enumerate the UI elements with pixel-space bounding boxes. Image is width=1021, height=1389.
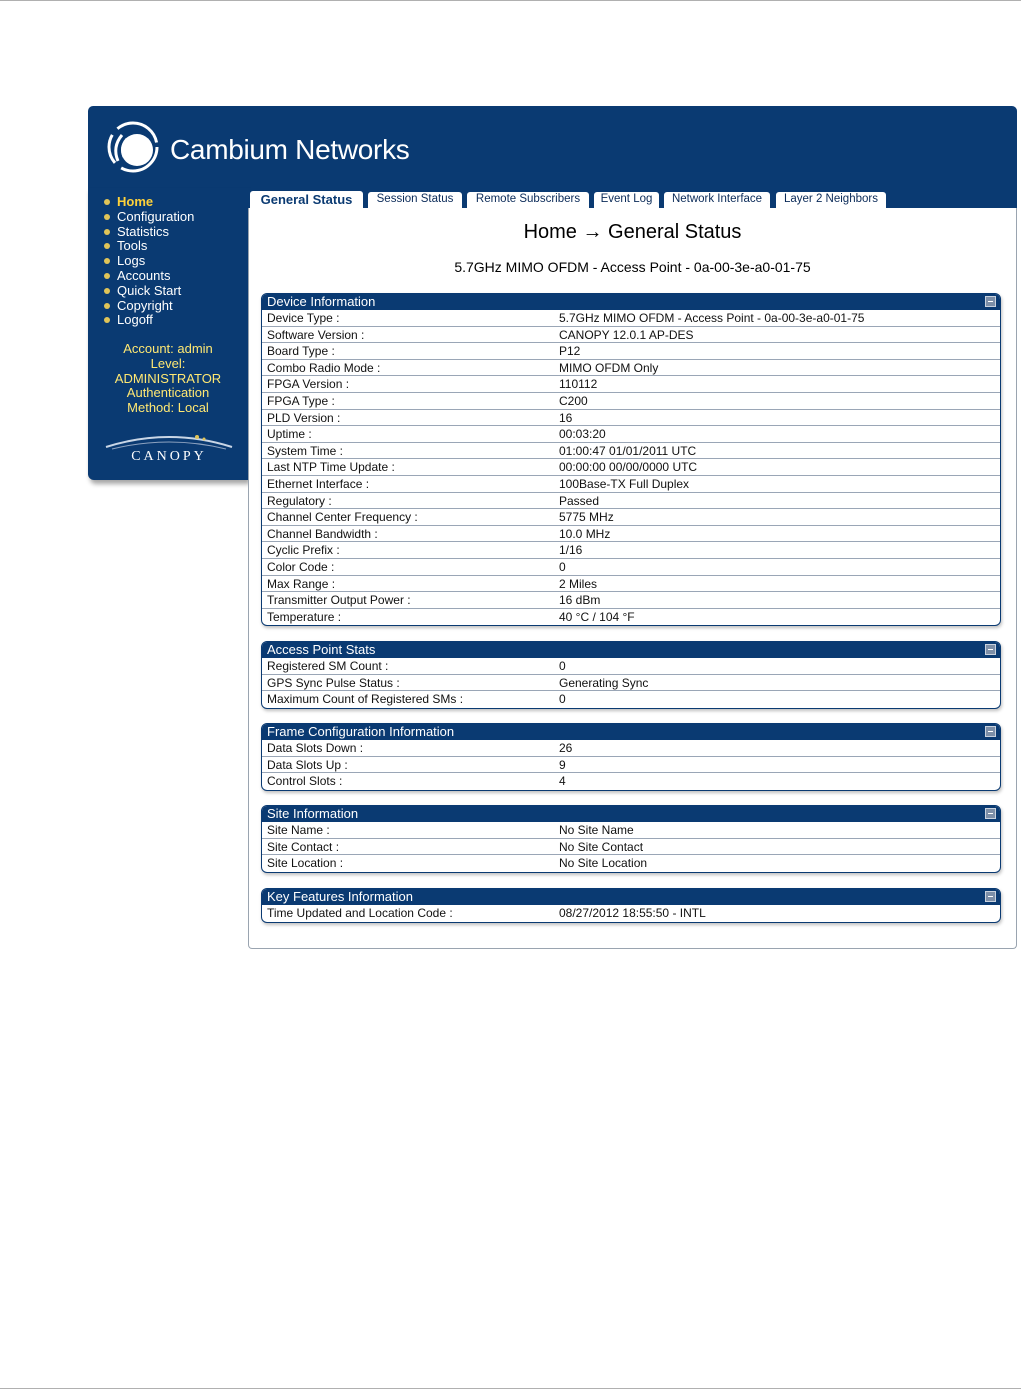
- table-row: [262, 360, 1000, 377]
- section-header: [262, 724, 1000, 740]
- row-label: Site Location :: [267, 856, 344, 871]
- collapse-icon[interactable]: [985, 644, 996, 655]
- table-row: [262, 559, 1000, 576]
- table-row: [262, 757, 1000, 774]
- account-name: Account: admin: [123, 341, 213, 356]
- row-value: 0: [559, 659, 566, 673]
- brand-name: Cambium Networks: [170, 134, 410, 165]
- table-row: [262, 822, 1000, 839]
- collapse-icon[interactable]: [985, 808, 996, 819]
- bullet-icon: [104, 288, 110, 294]
- sidebar-item-quick-start[interactable]: [102, 284, 194, 299]
- row-value: 5775 MHz: [559, 510, 614, 525]
- table-row: [262, 476, 1000, 493]
- sidebar-item-accounts[interactable]: [102, 269, 194, 284]
- row-value: 00:03:20: [559, 427, 606, 442]
- bullet-icon: [104, 258, 110, 264]
- sidebar-item-logoff[interactable]: [102, 313, 194, 328]
- page-subtitle: 5.7GHz MIMO OFDM - Access Point - 0a-00-3e-a0-01-75: [454, 259, 811, 275]
- row-label: Combo Radio Mode :: [267, 360, 381, 375]
- ap-rows: [262, 658, 1000, 708]
- top-rule: [0, 0, 1021, 1]
- access-point-stats-section: [261, 641, 1001, 709]
- section-header: [262, 806, 1000, 822]
- site-information-section: [261, 805, 1001, 873]
- row-value: 2 Miles: [559, 576, 598, 591]
- table-row: [262, 839, 1000, 856]
- row-label: FPGA Version :: [267, 377, 350, 392]
- sidebar-item-copyright[interactable]: [102, 299, 194, 314]
- table-row: [262, 576, 1000, 593]
- tab-general-status[interactable]: General Status: [250, 191, 363, 209]
- collapse-icon[interactable]: [985, 296, 996, 307]
- sidebar-item-tools[interactable]: [102, 239, 194, 254]
- table-row: [262, 343, 1000, 360]
- sidebar-item-label: Tools: [117, 238, 148, 254]
- table-row: [262, 393, 1000, 410]
- bullet-icon: [104, 199, 110, 205]
- row-value: 0: [559, 559, 566, 574]
- app-header: [88, 106, 1017, 188]
- sidebar-item-label: Logs: [117, 253, 146, 269]
- sidebar-item-label: Home: [117, 194, 154, 209]
- table-row: [262, 609, 1000, 626]
- row-value: 1/16: [559, 543, 583, 558]
- row-value: 40 °C / 104 °F: [559, 609, 635, 624]
- table-row: [262, 376, 1000, 393]
- row-label: Time Updated and Location Code :: [267, 906, 453, 920]
- table-row: [262, 542, 1000, 559]
- section-header: [262, 889, 1000, 905]
- table-row: [262, 327, 1000, 344]
- bullet-icon: [104, 229, 110, 235]
- row-value: 16: [559, 410, 573, 425]
- row-value: CANOPY 12.0.1 AP-DES: [559, 327, 694, 342]
- row-label: Data Slots Down :: [267, 741, 364, 755]
- bullet-icon: [104, 214, 110, 220]
- account-level: ADMINISTRATOR: [114, 370, 222, 386]
- sidebar-item-label: Copyright: [117, 297, 173, 313]
- section-title: Site Information: [267, 806, 359, 821]
- table-row: [262, 675, 1000, 692]
- row-label: Site Contact :: [267, 839, 340, 854]
- row-value: 26: [559, 741, 573, 755]
- row-value: 4: [559, 774, 566, 789]
- table-row: [262, 493, 1000, 510]
- tab-session-status[interactable]: Session Status: [368, 192, 462, 208]
- row-label: GPS Sync Pulse Status :: [267, 675, 400, 690]
- row-label: Maximum Count of Registered SMs :: [267, 692, 464, 707]
- sidebar: [88, 188, 248, 480]
- row-value: 01:00:47 01/01/2011 UTC: [559, 443, 697, 458]
- table-row: [262, 855, 1000, 872]
- row-value: No Site Contact: [559, 839, 644, 854]
- section-title: Key Features Information: [267, 889, 413, 904]
- row-label: Regulatory :: [267, 493, 332, 508]
- row-label: Cyclic Prefix :: [267, 543, 340, 558]
- row-label: Max Range :: [267, 576, 336, 591]
- row-label: Device Type :: [267, 311, 340, 325]
- row-label: Uptime :: [267, 427, 312, 442]
- row-value: 100Base-TX Full Duplex: [559, 476, 690, 491]
- section-title: Device Information: [267, 294, 376, 309]
- frame-rows: [262, 740, 1000, 790]
- row-label: Site Name :: [267, 823, 330, 837]
- section-header: [262, 294, 1000, 310]
- cambium-logo-icon: [106, 121, 160, 173]
- sidebar-item-home[interactable]: [102, 195, 194, 210]
- sidebar-nav: [102, 195, 194, 328]
- sidebar-item-label: Accounts: [117, 267, 171, 283]
- row-label: Last NTP Time Update :: [267, 460, 395, 475]
- key-features-section: [261, 888, 1001, 923]
- table-row: [262, 592, 1000, 609]
- section-title: Access Point Stats: [267, 642, 376, 657]
- sidebar-item-label: Quick Start: [117, 282, 182, 298]
- sidebar-item-label: Logoff: [117, 312, 153, 328]
- tab-bar: [248, 188, 1017, 208]
- sidebar-item-logs[interactable]: [102, 254, 194, 269]
- row-value: 0: [559, 692, 566, 707]
- collapse-icon[interactable]: [985, 726, 996, 737]
- device-information-section: [261, 293, 1001, 626]
- row-value: C200: [559, 393, 588, 408]
- sidebar-item-label: Configuration: [117, 208, 195, 224]
- row-label: Data Slots Up :: [267, 757, 348, 772]
- bullet-icon: [104, 303, 110, 309]
- row-label: Channel Bandwidth :: [267, 526, 378, 541]
- table-row: [262, 310, 1000, 327]
- row-label: PLD Version :: [267, 410, 341, 425]
- sidebar-item-configuration[interactable]: [102, 210, 194, 225]
- row-value: 110112: [559, 377, 598, 392]
- tab-event-log[interactable]: Event Log: [594, 192, 659, 208]
- sidebar-item-label: Statistics: [117, 223, 170, 239]
- row-value: 16 dBm: [559, 593, 601, 608]
- bullet-icon: [104, 243, 110, 249]
- table-row: [262, 658, 1000, 675]
- auth-label: Authentication: [126, 385, 210, 401]
- table-row: [262, 410, 1000, 427]
- row-label: Control Slots :: [267, 774, 343, 789]
- tab-layer2-neighbors[interactable]: Layer 2 Neighbors: [776, 192, 886, 208]
- row-value: MIMO OFDM Only: [559, 360, 659, 375]
- canopy-wordmark: CANOPY: [131, 449, 207, 464]
- row-value: 00:00:00 00/00/0000 UTC: [559, 460, 698, 475]
- table-row: [262, 443, 1000, 460]
- row-label: Board Type :: [267, 344, 335, 359]
- row-label: Ethernet Interface :: [267, 476, 370, 491]
- table-row: [262, 459, 1000, 476]
- sidebar-item-statistics[interactable]: [102, 225, 194, 240]
- row-label: System Time :: [267, 443, 344, 458]
- row-label: Temperature :: [267, 609, 342, 624]
- frame-configuration-section: [261, 723, 1001, 791]
- collapse-icon[interactable]: [985, 891, 996, 902]
- table-row: [262, 691, 1000, 708]
- auth-method: Method: Local: [127, 400, 209, 416]
- row-value: No Site Location: [559, 856, 648, 871]
- row-label: Software Version :: [267, 327, 365, 342]
- row-value: 9: [559, 757, 566, 772]
- row-value: 5.7GHz MIMO OFDM - Access Point - 0a-00-3e-a0-01-75: [559, 311, 865, 325]
- tab-remote-subscribers[interactable]: Remote Subscribers: [467, 192, 589, 208]
- bullet-icon: [104, 317, 110, 323]
- tab-network-interface[interactable]: Network Interface: [664, 192, 770, 208]
- table-row: [262, 773, 1000, 790]
- account-level-label: Level:: [150, 355, 186, 371]
- canopy-logo: [102, 431, 236, 465]
- site-rows: [262, 822, 1000, 872]
- row-value: P12: [559, 344, 581, 359]
- page-title: Home → General Status: [523, 221, 742, 243]
- table-row: [262, 526, 1000, 543]
- row-label: FPGA Type :: [267, 393, 335, 408]
- table-row: [262, 740, 1000, 757]
- section-header: [262, 642, 1000, 658]
- row-label: Registered SM Count :: [267, 659, 389, 673]
- table-row: [262, 905, 1000, 922]
- account-info: [88, 342, 248, 416]
- row-value: Passed: [559, 493, 600, 508]
- table-row: [262, 509, 1000, 526]
- section-title: Frame Configuration Information: [267, 724, 455, 739]
- row-value: 08/27/2012 18:55:50 - INTL: [559, 906, 706, 920]
- row-value: 10.0 MHz: [559, 526, 611, 541]
- row-label: Color Code :: [267, 559, 335, 574]
- row-value: Generating Sync: [559, 675, 649, 690]
- device-rows: [262, 310, 1000, 625]
- table-row: [262, 426, 1000, 443]
- row-value: No Site Name: [559, 823, 634, 837]
- row-label: Transmitter Output Power :: [267, 593, 411, 608]
- row-label: Channel Center Frequency :: [267, 510, 418, 525]
- bullet-icon: [104, 273, 110, 279]
- key-features-rows: [262, 905, 1000, 922]
